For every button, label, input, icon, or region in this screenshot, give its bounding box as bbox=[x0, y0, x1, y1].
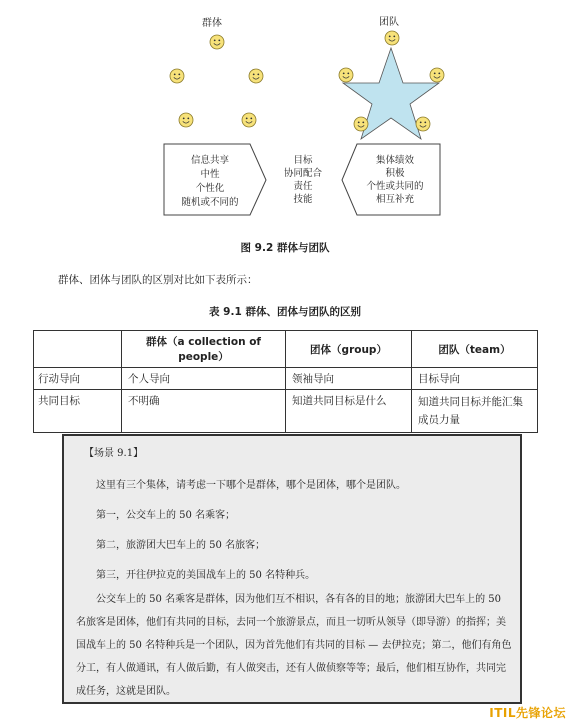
table-cell: 共同目标 bbox=[34, 390, 122, 433]
scene-box bbox=[62, 434, 522, 704]
figure-caption: 图 9.2 群体与团队 bbox=[240, 242, 330, 254]
smiley-face-icon bbox=[354, 117, 368, 131]
table-cell: 不明确 bbox=[122, 390, 286, 433]
comparison-table bbox=[33, 330, 538, 433]
table-cell: 个人导向 bbox=[122, 368, 286, 390]
scene-first: 第一，公交车上的 50 名乘客； bbox=[96, 510, 236, 521]
smiley-face-icon bbox=[416, 117, 430, 131]
smiley-face-icon bbox=[170, 69, 184, 83]
table-header-cell bbox=[34, 331, 122, 368]
table-cell: 领袖导向 bbox=[286, 368, 412, 390]
middle-label: 协同配合 bbox=[283, 168, 322, 179]
right-title: 团队 bbox=[379, 17, 399, 28]
scene-answer: 公交车上的 50 名乘客是群体，因为他们互不相识，各有各的目的地；旅游团大巴车上的 50 名旅客是团体，他们有共同的目标，去同一个旅游景点，而且一切听从领导（即导游）的指挥；美国战车上的 50 名特种兵是一个团队，因为首先他们有共同的目标 — 去伊拉克；第二，他们有角色分工，有人做通讯，有人做后勤，有人做突击，还有人做侦察等等；最后，他们相互协作，共同完成任务，这就是团队。 bbox=[76, 594, 512, 697]
middle-labels bbox=[272, 154, 334, 206]
footer-logo: ITIL先锋论坛 bbox=[489, 706, 566, 720]
smiley-face-icon bbox=[179, 113, 193, 127]
right-box-text bbox=[352, 154, 438, 206]
intro-text: 群体、团体与团队的区别对比如下表所示： bbox=[58, 274, 258, 286]
table-cell: 目标导向 bbox=[412, 368, 538, 390]
table-cell: 行动导向 bbox=[34, 368, 122, 390]
left-box-text bbox=[168, 154, 252, 210]
table-row bbox=[34, 368, 538, 390]
left-title: 群体 bbox=[202, 18, 222, 29]
smiley-face-icon bbox=[249, 69, 263, 83]
table-header-cell: 团队（team） bbox=[412, 331, 538, 368]
smiley-face-icon bbox=[210, 35, 224, 49]
right-box-line: 积极 bbox=[385, 168, 405, 179]
smiley-face-icon bbox=[339, 68, 353, 82]
right-box-line: 个性或共同的 bbox=[366, 181, 424, 192]
middle-label: 技能 bbox=[293, 194, 313, 205]
smiley-face-icon bbox=[385, 31, 399, 45]
left-box-line: 信息共享 bbox=[190, 155, 229, 166]
table-header-cell: 团体（group） bbox=[286, 331, 412, 368]
table-header-cell: 群体（a collection of people） bbox=[122, 331, 286, 368]
scene-title: 【场景 9.1】 bbox=[84, 448, 144, 459]
table-cell: 知道共同目标是什么 bbox=[286, 390, 412, 433]
table-row bbox=[34, 390, 538, 433]
table-header-row bbox=[34, 331, 538, 368]
left-box-line: 个性化 bbox=[195, 183, 225, 194]
smiley-face-icon bbox=[242, 113, 256, 127]
scene-question: 这里有三个集体，请考虑一下哪个是群体，哪个是团体，哪个是团队。 bbox=[96, 480, 406, 491]
table-caption: 表 9.1 群体、团体与团队的区别 bbox=[209, 306, 361, 318]
scene-second: 第二，旅游团大巴车上的 50 名旅客； bbox=[96, 540, 266, 551]
right-box-line: 相互补充 bbox=[375, 194, 414, 205]
left-box-line: 中性 bbox=[200, 169, 220, 180]
middle-label: 责任 bbox=[293, 181, 313, 192]
middle-label: 目标 bbox=[293, 155, 313, 166]
right-box-line: 集体绩效 bbox=[375, 155, 414, 166]
smiley-face-icon bbox=[430, 68, 444, 82]
left-box-line: 随机或不同的 bbox=[181, 197, 239, 208]
scene-third: 第三，开往伊拉克的美国战车上的 50 名特种兵。 bbox=[96, 570, 316, 581]
table-cell: 知道共同目标并能汇集成员力量 bbox=[412, 390, 538, 433]
